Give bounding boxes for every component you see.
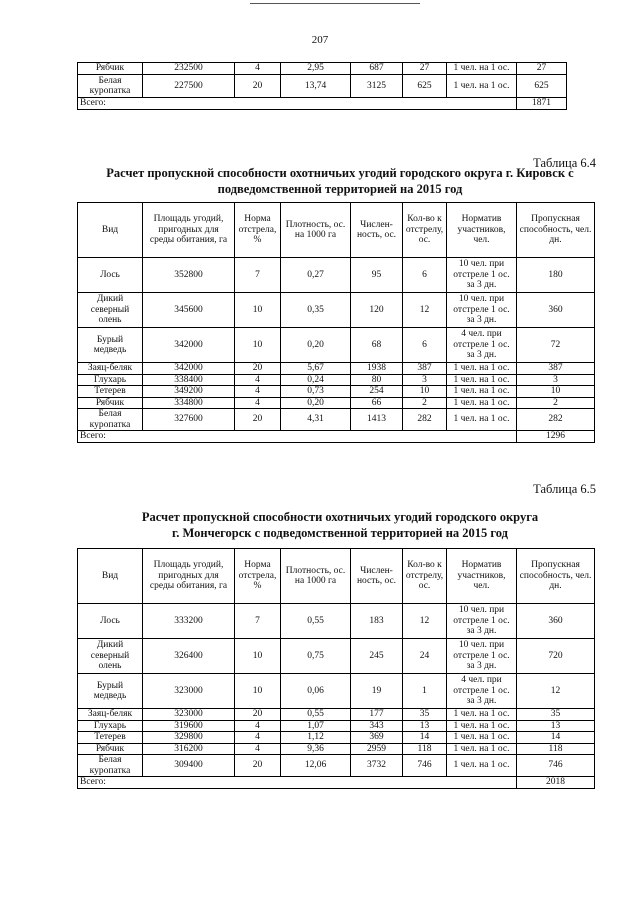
table-cell: 118 — [403, 743, 447, 755]
table-cell: 0,20 — [281, 328, 351, 363]
table-cell: 329800 — [143, 732, 235, 744]
table-row — [78, 743, 595, 755]
table-cell: 19 — [351, 674, 403, 709]
table-cell: 4 — [235, 743, 281, 755]
table-cell: 12,06 — [281, 755, 351, 777]
table-cell: 316200 — [143, 743, 235, 755]
table-cell: 0,55 — [281, 709, 351, 721]
table-cell: 282 — [403, 409, 447, 431]
table-cell: 66 — [351, 397, 403, 409]
table-cell: 3125 — [351, 75, 403, 98]
table-cell: 183 — [351, 604, 403, 639]
table-cell: 3 — [517, 374, 595, 386]
table-cell: Глухарь — [78, 374, 143, 386]
table-cell: 387 — [403, 363, 447, 375]
table-cell: 352800 — [143, 258, 235, 293]
table-cell: Дикий северный олень — [78, 639, 143, 674]
table-cell: 7 — [235, 604, 281, 639]
table-cell: 746 — [403, 755, 447, 777]
top-rule — [250, 3, 420, 4]
table-cell: 1871 — [517, 98, 567, 110]
table-cell: 80 — [351, 374, 403, 386]
table-cell: 227500 — [143, 75, 235, 98]
table-cell: Площадь угодий, пригодных для среды обитания, га — [143, 203, 235, 258]
table-cell: 5,67 — [281, 363, 351, 375]
table-cell: 10 — [403, 386, 447, 398]
table-cell: 20 — [235, 363, 281, 375]
table-cell: Дикий северный олень — [78, 293, 143, 328]
table-cell: 326400 — [143, 639, 235, 674]
table-row — [78, 732, 595, 744]
table-cell: 1938 — [351, 363, 403, 375]
table-cell: 9,36 — [281, 743, 351, 755]
table-cell: 4 чел. при отстреле 1 ос. за 3 дн. — [447, 328, 517, 363]
table-row — [78, 409, 595, 431]
table-header-row — [78, 549, 595, 604]
table-title-line: Расчет пропускной способности охотничьих угодий городского округа г. Кировск с — [106, 166, 574, 180]
table-cell: 1 чел. на 1 ос. — [447, 720, 517, 732]
table-row — [78, 639, 595, 674]
table-cell: Кол-во к отстрелу, ос. — [403, 549, 447, 604]
table-cell: 27 — [517, 63, 567, 75]
table-cell: 282 — [517, 409, 595, 431]
table-cell: Бурый медведь — [78, 328, 143, 363]
table-title-line: Расчет пропускной способности охотничьих угодий городского округа — [141, 510, 539, 524]
page-number: 207 — [311, 34, 329, 46]
table-cell: 180 — [517, 258, 595, 293]
table-cell: 6 — [403, 328, 447, 363]
table-cell: Числен-ность, ос. — [351, 549, 403, 604]
table-cell: 625 — [403, 75, 447, 98]
table-cell: 0,24 — [281, 374, 351, 386]
table-cell: Глухарь — [78, 720, 143, 732]
table-cell: 120 — [351, 293, 403, 328]
table-cell: 13 — [403, 720, 447, 732]
table-cell: 1296 — [517, 431, 595, 443]
table-cell: 334800 — [143, 397, 235, 409]
table-cell: Всего: — [78, 431, 517, 443]
table-cell: 309400 — [143, 755, 235, 777]
table-cell: Всего: — [78, 777, 517, 789]
table-cell: Вид — [78, 549, 143, 604]
table-cell: 1,12 — [281, 732, 351, 744]
table-cell: 24 — [403, 639, 447, 674]
table-total-row — [78, 777, 595, 789]
table-cell: 342000 — [143, 328, 235, 363]
table-cell: Норма отстрела, % — [235, 203, 281, 258]
table-cell: Рябчик — [78, 397, 143, 409]
table-cell: 13,74 — [281, 75, 351, 98]
table-cell: 4,31 — [281, 409, 351, 431]
table-cell: 1 чел. на 1 ос. — [447, 409, 517, 431]
table-cell: 687 — [351, 63, 403, 75]
table-row — [78, 604, 595, 639]
table-cell: 35 — [403, 709, 447, 721]
table-total-row — [78, 98, 567, 110]
table-cell: 10 чел. при отстреле 1 ос. за 3 дн. — [447, 258, 517, 293]
table-cell: Плотность, ос. на 1000 га — [281, 203, 351, 258]
table-cell: 4 — [235, 374, 281, 386]
table-cell: 10 — [517, 386, 595, 398]
table-cell: 10 чел. при отстреле 1 ос. за 3 дн. — [447, 604, 517, 639]
table-cell: 35 — [517, 709, 595, 721]
table-cell: Пропускная способность, чел. дн. — [517, 549, 595, 604]
table-row — [78, 386, 595, 398]
table-cell: 177 — [351, 709, 403, 721]
table-title — [60, 509, 620, 541]
table-cell: 387 — [517, 363, 595, 375]
table-cell: 338400 — [143, 374, 235, 386]
table-cell: Лось — [78, 604, 143, 639]
table-cell: Белая куропатка — [78, 75, 143, 98]
table-cell: Бурый медведь — [78, 674, 143, 709]
table-cell: 720 — [517, 639, 595, 674]
table-cell: Тетерев — [78, 732, 143, 744]
table-caption: Таблица 6.5 — [533, 482, 596, 496]
table-cell: 20 — [235, 709, 281, 721]
table-cell: 1 чел. на 1 ос. — [447, 374, 517, 386]
table-title-line: подведомственной территорией на 2015 год — [217, 182, 463, 196]
table-cell: 10 — [235, 293, 281, 328]
table-cell: 0,06 — [281, 674, 351, 709]
table-row — [78, 258, 595, 293]
table-cell: 2018 — [517, 777, 595, 789]
table-cell: 3 — [403, 374, 447, 386]
table-cell: 0,73 — [281, 386, 351, 398]
table-cell: 1 — [403, 674, 447, 709]
table-row — [78, 293, 595, 328]
table-cell: Белая куропатка — [78, 409, 143, 431]
table-cell: 27 — [403, 63, 447, 75]
table-cell: 4 — [235, 720, 281, 732]
table-cell: 1 чел. на 1 ос. — [447, 363, 517, 375]
table-cell: Заяц-беляк — [78, 709, 143, 721]
table-row — [78, 328, 595, 363]
table-cell: 4 чел. при отстреле 1 ос. за 3 дн. — [447, 674, 517, 709]
table-cell: 20 — [235, 409, 281, 431]
table-cell: 232500 — [143, 63, 235, 75]
table-cell: 95 — [351, 258, 403, 293]
table-continued — [77, 62, 567, 110]
table-cell: Норматив участников, чел. — [447, 549, 517, 604]
table-cell: 319600 — [143, 720, 235, 732]
table-cell: 12 — [403, 604, 447, 639]
table-cell: Площадь угодий, пригодных для среды обитания, га — [143, 549, 235, 604]
table-cell: 345600 — [143, 293, 235, 328]
table-cell: Норматив участников, чел. — [447, 203, 517, 258]
table-cell: 4 — [235, 63, 281, 75]
table-cell: 625 — [517, 75, 567, 98]
table-cell: 2 — [517, 397, 595, 409]
table-cell: 10 чел. при отстреле 1 ос. за 3 дн. — [447, 293, 517, 328]
table-cell: 1 чел. на 1 ос. — [447, 386, 517, 398]
table-cell: 0,75 — [281, 639, 351, 674]
table-cell: 1 чел. на 1 ос. — [447, 709, 517, 721]
table-cell: Лось — [78, 258, 143, 293]
table-row — [78, 397, 595, 409]
table-cell: 343 — [351, 720, 403, 732]
table-cell: 10 — [235, 674, 281, 709]
table-cell: 1 чел. на 1 ос. — [447, 75, 517, 98]
table-cell: 1 чел. на 1 ос. — [447, 397, 517, 409]
table-cell: 0,27 — [281, 258, 351, 293]
table-cell: 2959 — [351, 743, 403, 755]
table-cell: 4 — [235, 386, 281, 398]
table-row — [78, 63, 567, 75]
table-cell: 118 — [517, 743, 595, 755]
table-row — [78, 720, 595, 732]
table-cell: 4 — [235, 397, 281, 409]
table-cell: 323000 — [143, 674, 235, 709]
table-cell: 7 — [235, 258, 281, 293]
table-row — [78, 75, 567, 98]
table-cell: 360 — [517, 604, 595, 639]
table-cell: 1413 — [351, 409, 403, 431]
table-cell: 20 — [235, 755, 281, 777]
table-cell: 1,07 — [281, 720, 351, 732]
table-cell: Кол-во к отстрелу, ос. — [403, 203, 447, 258]
table-cell: 254 — [351, 386, 403, 398]
table-cell: Тетерев — [78, 386, 143, 398]
table-cell: Пропускная способность, чел. дн. — [517, 203, 595, 258]
table-cell: 1 чел. на 1 ос. — [447, 755, 517, 777]
table-caption: Таблица 6.4 — [533, 156, 596, 170]
table-cell: 10 — [235, 639, 281, 674]
table-cell: 349200 — [143, 386, 235, 398]
table-row — [78, 755, 595, 777]
table-cell: 6 — [403, 258, 447, 293]
table-cell: Рябчик — [78, 63, 143, 75]
table-cell: Рябчик — [78, 743, 143, 755]
table-cell: 2,95 — [281, 63, 351, 75]
table-cell: Заяц-беляк — [78, 363, 143, 375]
table-header-row — [78, 203, 595, 258]
table-cell: 20 — [235, 75, 281, 98]
table-cell: Вид — [78, 203, 143, 258]
table-cell: 323000 — [143, 709, 235, 721]
table-cell: 0,55 — [281, 604, 351, 639]
table-6-5 — [77, 548, 595, 789]
table-cell: 4 — [235, 732, 281, 744]
table-cell: 2 — [403, 397, 447, 409]
table-cell: 14 — [403, 732, 447, 744]
table-row — [78, 363, 595, 375]
table-cell: 342000 — [143, 363, 235, 375]
table-cell: 327600 — [143, 409, 235, 431]
table-cell: 13 — [517, 720, 595, 732]
table-cell: 72 — [517, 328, 595, 363]
table-row — [78, 709, 595, 721]
table-cell: Всего: — [78, 98, 517, 110]
table-cell: Плотность, ос. на 1000 га — [281, 549, 351, 604]
table-cell: 68 — [351, 328, 403, 363]
table-cell: 14 — [517, 732, 595, 744]
table-row — [78, 674, 595, 709]
table-cell: 1 чел. на 1 ос. — [447, 743, 517, 755]
table-cell: 10 — [235, 328, 281, 363]
table-cell: 746 — [517, 755, 595, 777]
table-cell: 12 — [517, 674, 595, 709]
table-cell: 1 чел. на 1 ос. — [447, 732, 517, 744]
table-cell: 333200 — [143, 604, 235, 639]
table-cell: 12 — [403, 293, 447, 328]
table-cell: 10 чел. при отстреле 1 ос. за 3 дн. — [447, 639, 517, 674]
table-cell: Белая куропатка — [78, 755, 143, 777]
table-title-line: г. Мончегорск с подведомственной территорией на 2015 год — [171, 526, 508, 540]
table-title — [60, 165, 620, 197]
table-cell: 245 — [351, 639, 403, 674]
table-cell: 369 — [351, 732, 403, 744]
table-6-4 — [77, 202, 595, 443]
table-cell: 360 — [517, 293, 595, 328]
table-row — [78, 374, 595, 386]
table-cell: 0,35 — [281, 293, 351, 328]
table-cell: 3732 — [351, 755, 403, 777]
table-cell: Норма отстрела, % — [235, 549, 281, 604]
table-cell: 0,20 — [281, 397, 351, 409]
table-cell: 1 чел. на 1 ос. — [447, 63, 517, 75]
table-total-row — [78, 431, 595, 443]
table-cell: Числен-ность, ос. — [351, 203, 403, 258]
